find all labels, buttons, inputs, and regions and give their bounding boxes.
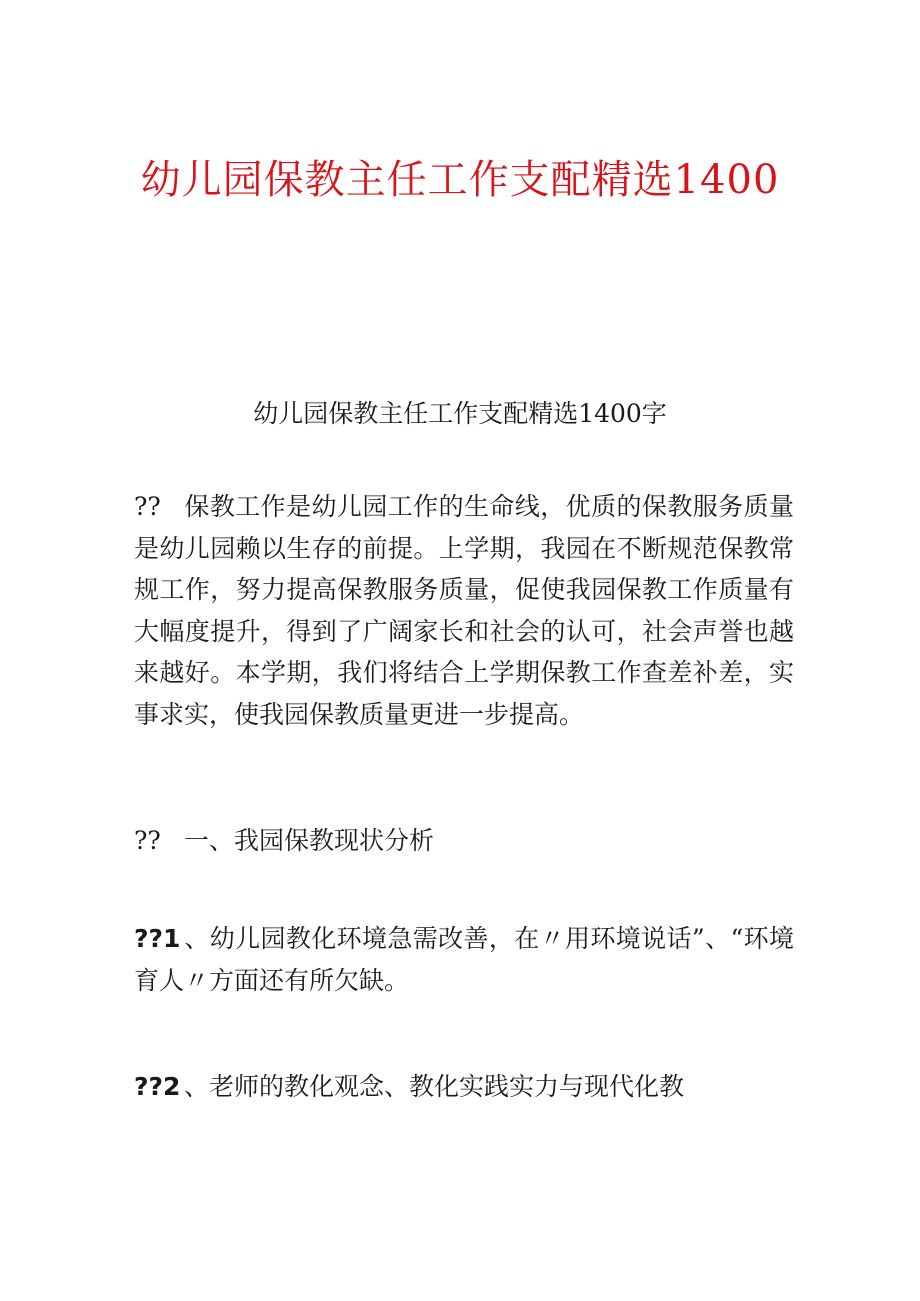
item-number: ??2	[134, 1072, 181, 1101]
item-number: ??1	[134, 924, 181, 953]
intro-paragraph	[134, 486, 794, 735]
list-item	[134, 918, 794, 1001]
section-heading-text: 一、我园保教现状分析	[184, 826, 435, 855]
paragraph-lead: ??	[134, 492, 161, 521]
section-heading	[134, 820, 794, 862]
list-item	[134, 1066, 794, 1108]
paragraph-lead: ??	[134, 826, 161, 855]
item-text: 、老师的教化观念、教化实践实力与现代化教	[184, 1072, 685, 1101]
document-title: 幼儿园保教主任工作支配精选1400	[140, 157, 780, 203]
paragraph-text: 保教工作是幼儿园工作的生命线，优质的保教服务质量是幼儿园赖以生存的前提。上学期，我园在不断规范保教常规工作，努力提高保教服务质量，促使我园保教工作质量有大幅度提升，得到了广阔家长和社会的认可，社会声誉也越来越好。本学期，我们将结合上学期保教工作查差补差，实事求实，使我园保教质量更进一步提高。	[134, 492, 794, 729]
item-text: 、幼儿园教化环境急需改善，在〃用环境说话”、“环境育人〃方面还有所欠缺。	[134, 924, 794, 995]
document-subtitle: 幼儿园保教主任工作支配精选1400字	[253, 399, 667, 428]
